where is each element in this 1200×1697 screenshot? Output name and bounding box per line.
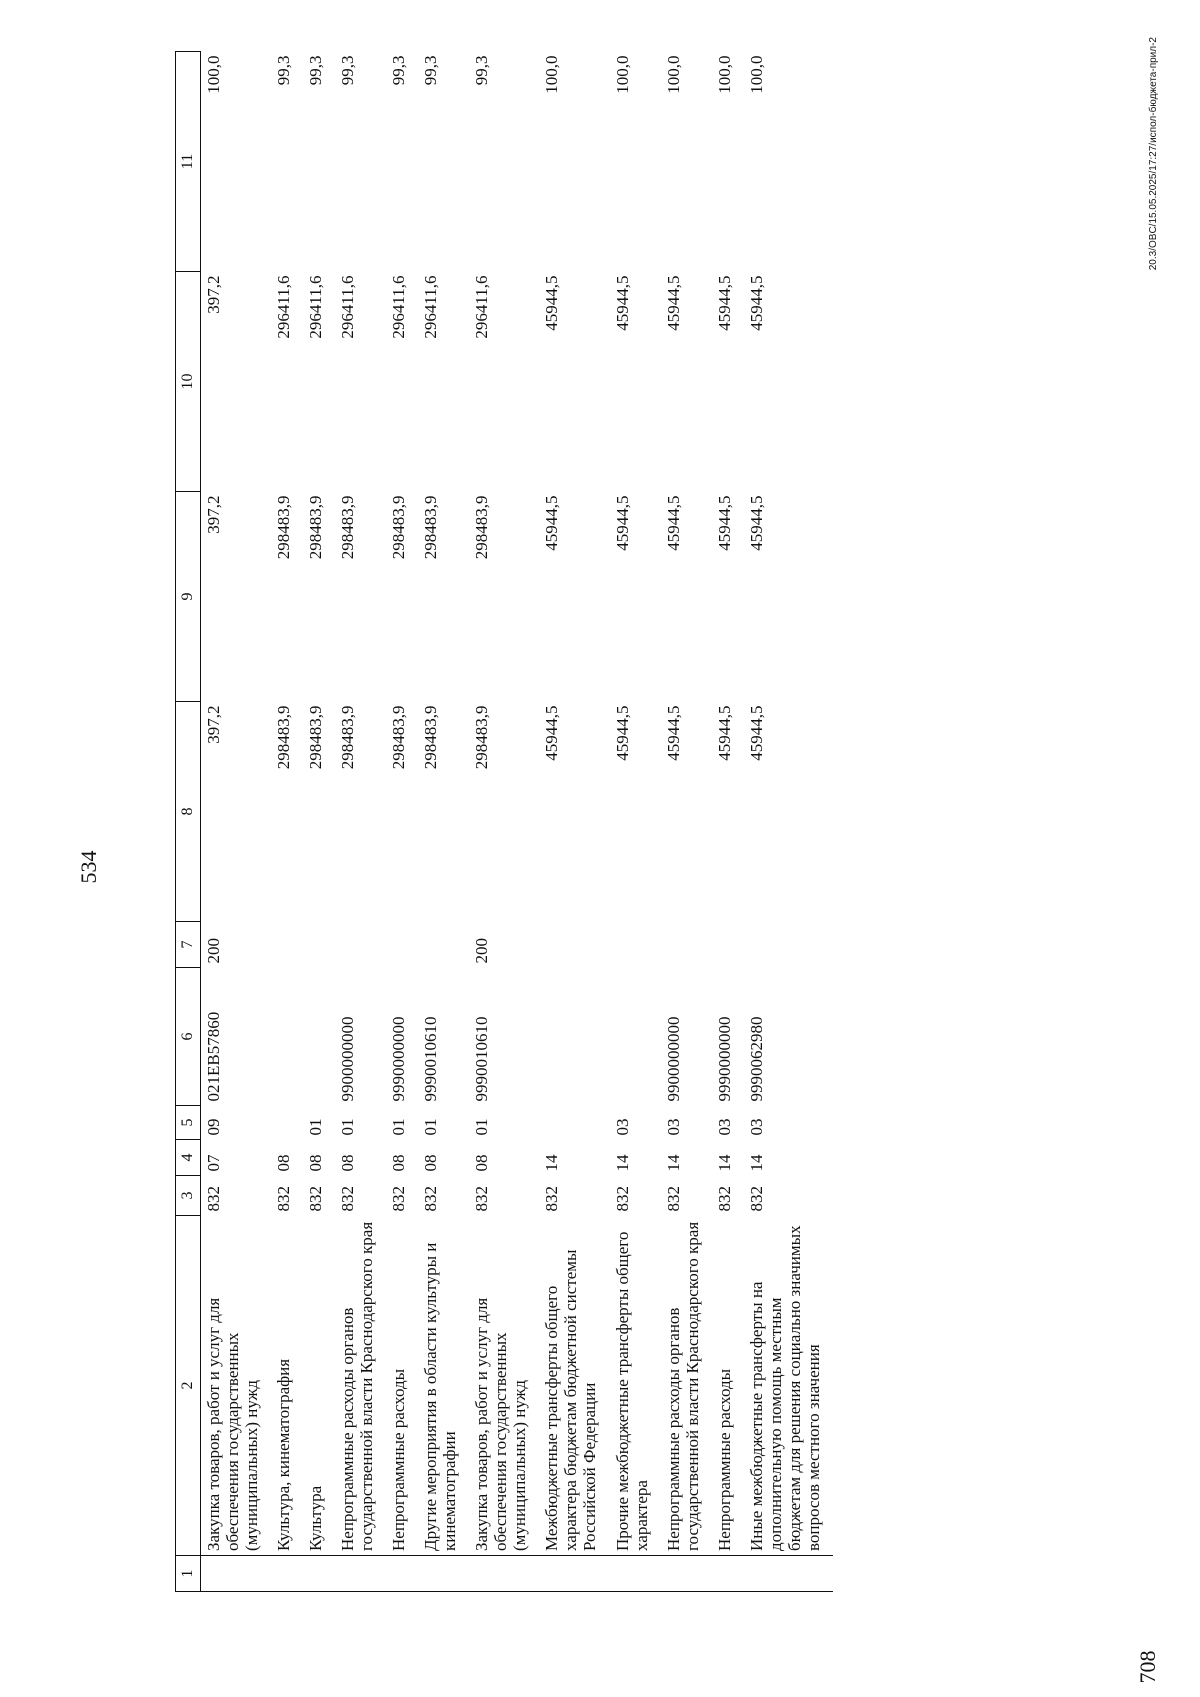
cell-name: Другие мероприятия в области культуры и кинематографии <box>421 1242 460 1551</box>
cell-percent: 99,3 <box>274 55 294 86</box>
cell-section: 08 <box>306 1154 326 1172</box>
cell-expense-type <box>610 922 661 968</box>
cell-executed: 296411,6 <box>421 275 441 339</box>
table-body <box>201 52 833 1592</box>
cell-percent: 99,3 <box>472 55 492 86</box>
cell-approved: 45944,5 <box>542 705 562 761</box>
cell-blank <box>386 1556 418 1592</box>
cell-approved: 45944,5 <box>746 705 766 761</box>
cell-expense-type <box>539 922 609 968</box>
cell-section: 14 <box>663 1154 683 1172</box>
table-row <box>469 52 539 1592</box>
cell-ministry: 832 <box>274 1186 294 1212</box>
cell-section: 14 <box>714 1154 734 1172</box>
cell-percent: 99,3 <box>306 55 326 86</box>
cell-plan: 298483,9 <box>389 495 409 560</box>
cell-executed: 45944,5 <box>542 275 562 331</box>
cell-percent: 100,0 <box>746 55 766 94</box>
column-header-6: 6 <box>176 968 201 1106</box>
cell-plan: 298483,9 <box>421 495 441 560</box>
cell-approved: 45944,5 <box>663 705 683 761</box>
cell-name: Закупка товаров, работ и услуг для обеспечения государственных (муниципальных) нужд <box>472 1297 530 1551</box>
cell-percent: 100,0 <box>204 55 223 94</box>
cell-subsection: 01 <box>389 1118 409 1136</box>
cell-target-article <box>610 968 661 1106</box>
cell-approved: 298483,9 <box>338 705 358 770</box>
cell-plan: 397,2 <box>204 495 223 534</box>
cell-expense-type: 200 <box>472 938 492 964</box>
cell-expense-type <box>303 922 335 968</box>
cell-expense-type <box>661 922 712 968</box>
cell-expense-type <box>744 922 833 968</box>
cell-approved: 397,2 <box>204 705 223 744</box>
table-row <box>303 52 335 1592</box>
cell-blank <box>661 1556 712 1592</box>
cell-approved: 298483,9 <box>306 705 326 770</box>
cell-subsection <box>539 1106 609 1140</box>
cell-blank <box>712 1556 744 1592</box>
cell-section: 08 <box>389 1154 409 1172</box>
cell-section: 14 <box>746 1154 766 1172</box>
cell-name: Непрограммные расходы <box>714 1368 734 1551</box>
column-header-9: 9 <box>176 492 201 702</box>
cell-target-article: 9900000000 <box>663 1016 683 1102</box>
cell-plan: 45944,5 <box>714 495 734 551</box>
column-header-3: 3 <box>176 1176 201 1216</box>
cell-executed: 296411,6 <box>338 275 358 339</box>
cell-blank <box>539 1556 609 1592</box>
sheet-number: 708 <box>1135 1650 1160 1684</box>
cell-name: Культура <box>306 1485 326 1551</box>
cell-expense-type <box>335 922 386 968</box>
cell-target-article: 9900000000 <box>338 1016 358 1102</box>
table-row <box>386 52 418 1592</box>
cell-subsection: 03 <box>746 1118 766 1136</box>
cell-plan: 298483,9 <box>472 495 492 560</box>
cell-name: Закупка товаров, работ и услуг для обеспечения государственных (муниципальных) нужд <box>204 1297 262 1551</box>
cell-percent: 99,3 <box>421 55 441 86</box>
cell-approved: 298483,9 <box>274 705 294 770</box>
column-header-1: 1 <box>176 1556 201 1592</box>
cell-percent: 99,3 <box>338 55 358 86</box>
cell-ministry: 832 <box>663 1186 683 1212</box>
cell-target-article: 021ЕВ57860 <box>204 1011 223 1102</box>
cell-section: 08 <box>338 1154 358 1172</box>
cell-blank <box>610 1556 661 1592</box>
table-row <box>539 52 609 1592</box>
column-header-2: 2 <box>176 1216 201 1556</box>
cell-executed: 296411,6 <box>389 275 409 339</box>
cell-subsection: 09 <box>204 1118 223 1136</box>
cell-percent: 100,0 <box>612 55 632 94</box>
table-row <box>418 52 469 1592</box>
budget-table <box>175 51 833 1592</box>
cell-target-article: 9990000000 <box>389 1016 409 1102</box>
table-row <box>712 52 744 1592</box>
cell-approved: 45944,5 <box>612 705 632 761</box>
cell-plan: 298483,9 <box>274 495 294 560</box>
cell-name: Непрограммные расходы органов государственной власти Краснодарского края <box>663 1221 702 1551</box>
cell-expense-type: 200 <box>204 938 223 964</box>
cell-target-article: 9990010610 <box>421 1016 441 1102</box>
cell-subsection: 03 <box>663 1118 683 1136</box>
cell-approved: 298483,9 <box>472 705 492 770</box>
cell-executed: 45944,5 <box>663 275 683 331</box>
cell-section: 08 <box>472 1154 492 1172</box>
cell-subsection: 03 <box>612 1118 632 1136</box>
cell-approved: 298483,9 <box>421 705 441 770</box>
column-header-7: 7 <box>176 922 201 968</box>
cell-subsection: 01 <box>472 1118 492 1136</box>
cell-executed: 296411,6 <box>472 275 492 339</box>
cell-expense-type <box>712 922 744 968</box>
column-header-11: 11 <box>176 52 201 272</box>
cell-ministry: 832 <box>389 1186 409 1212</box>
cell-approved: 45944,5 <box>714 705 734 761</box>
table-row <box>744 52 833 1592</box>
cell-plan: 45944,5 <box>542 495 562 551</box>
cell-name: Непрограммные расходы <box>389 1368 409 1551</box>
cell-executed: 45944,5 <box>714 275 734 331</box>
column-header-5: 5 <box>176 1106 201 1140</box>
cell-section: 14 <box>612 1154 632 1172</box>
cell-executed: 397,2 <box>204 275 223 314</box>
cell-expense-type <box>386 922 418 968</box>
table-row <box>661 52 712 1592</box>
cell-ministry: 832 <box>612 1186 632 1212</box>
cell-executed: 296411,6 <box>306 275 326 339</box>
cell-ministry: 832 <box>204 1186 223 1212</box>
cell-section: 08 <box>274 1154 294 1172</box>
cell-ministry: 832 <box>306 1186 326 1212</box>
table-row <box>335 52 386 1592</box>
cell-name: Иные межбюджетные трансферты на дополнительную помощь местным бюджетам для решения социально значимых вопросов местного значения <box>746 1225 823 1551</box>
cell-subsection: 01 <box>306 1118 326 1136</box>
cell-blank <box>201 1556 272 1592</box>
cell-target-article: 9990010610 <box>472 1016 492 1102</box>
cell-plan: 45944,5 <box>663 495 683 551</box>
cell-blank <box>469 1556 539 1592</box>
cell-target-article <box>303 968 335 1106</box>
cell-name: Непрограммные расходы органов государственной власти Краснодарского края <box>338 1221 377 1551</box>
cell-executed: 45944,5 <box>746 275 766 331</box>
cell-plan: 45944,5 <box>612 495 632 551</box>
cell-blank <box>271 1556 303 1592</box>
cell-plan: 298483,9 <box>306 495 326 560</box>
cell-subsection <box>271 1106 303 1140</box>
column-header-10: 10 <box>176 272 201 492</box>
cell-subsection: 01 <box>421 1118 441 1136</box>
table-row <box>610 52 661 1592</box>
cell-expense-type <box>271 922 303 968</box>
cell-target-article <box>539 968 609 1106</box>
cell-name: Прочие межбюджетные трансферты общего характера <box>612 1231 651 1551</box>
cell-blank <box>335 1556 386 1592</box>
cell-section: 14 <box>542 1154 562 1172</box>
column-header-8: 8 <box>176 702 201 922</box>
cell-ministry: 832 <box>421 1186 441 1212</box>
cell-plan: 298483,9 <box>338 495 358 560</box>
cell-blank <box>303 1556 335 1592</box>
cell-percent: 100,0 <box>542 55 562 94</box>
cell-ministry: 832 <box>746 1186 766 1212</box>
cell-ministry: 832 <box>338 1186 358 1212</box>
cell-subsection: 03 <box>714 1118 734 1136</box>
cell-percent: 100,0 <box>714 55 734 94</box>
header-row <box>176 52 201 1592</box>
column-header-4: 4 <box>176 1140 201 1176</box>
cell-section: 08 <box>421 1154 441 1172</box>
cell-percent: 99,3 <box>389 55 409 86</box>
cell-percent: 100,0 <box>663 55 683 94</box>
cell-blank <box>744 1556 833 1592</box>
cell-target-article <box>271 968 303 1106</box>
cell-executed: 45944,5 <box>612 275 632 331</box>
cell-ministry: 832 <box>542 1186 562 1212</box>
cell-ministry: 832 <box>472 1186 492 1212</box>
page-number: 534 <box>76 850 101 884</box>
footer-code: 20.3/OBC/15.05.2025/17:27/испол-бюджета-прил-2 <box>1148 37 1159 271</box>
cell-blank <box>418 1556 469 1592</box>
table-row <box>201 52 272 1592</box>
cell-name: Межбюджетные трансферты общего характера бюджетам бюджетной системы Российской Федерации <box>542 1249 600 1551</box>
cell-subsection: 01 <box>338 1118 358 1136</box>
cell-executed: 296411,6 <box>274 275 294 339</box>
cell-target-article: 9990062980 <box>746 1016 766 1102</box>
cell-plan: 45944,5 <box>746 495 766 551</box>
table-row <box>271 52 303 1592</box>
cell-approved: 298483,9 <box>389 705 409 770</box>
cell-name: Культура, кинематография <box>274 1358 294 1551</box>
cell-section: 07 <box>204 1154 223 1172</box>
cell-target-article: 9990000000 <box>714 1016 734 1102</box>
cell-expense-type <box>418 922 469 968</box>
cell-ministry: 832 <box>714 1186 734 1212</box>
